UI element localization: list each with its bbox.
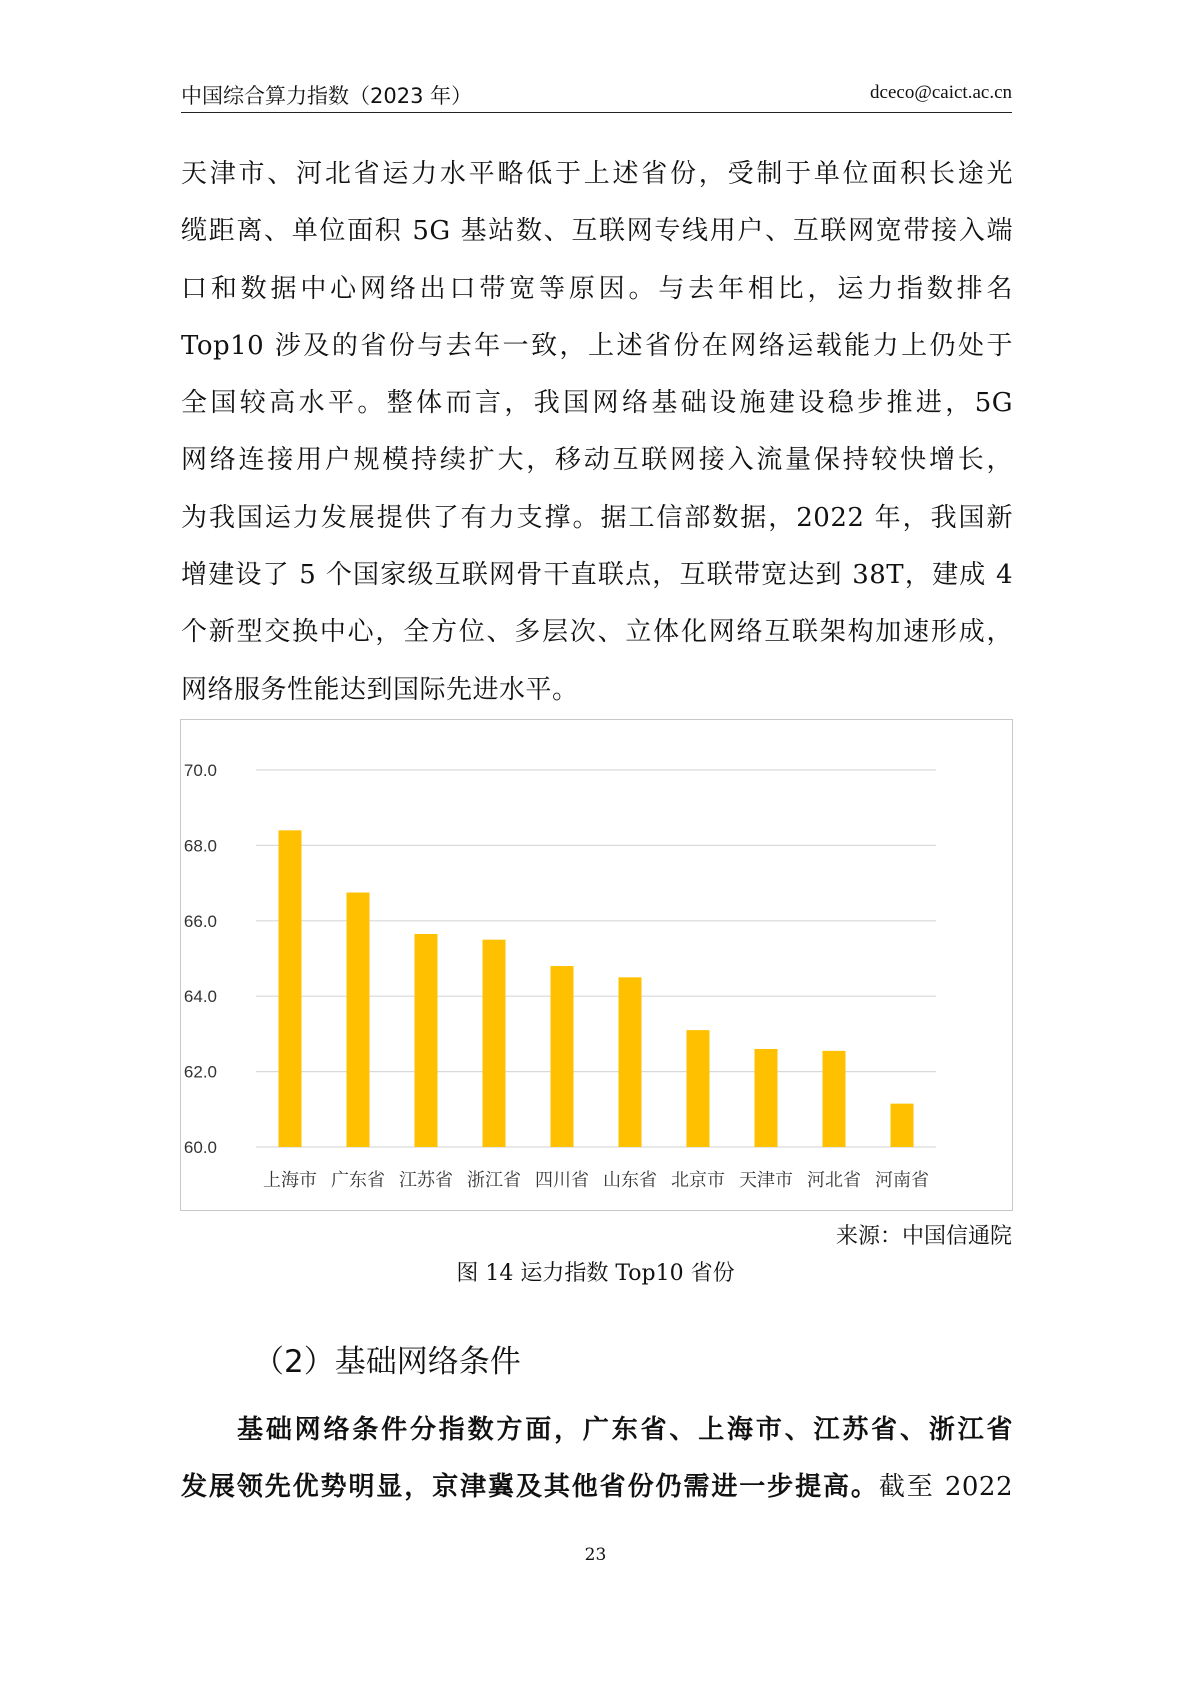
bar-chart — [180, 719, 1013, 1211]
paragraph-line: Top10 涉及的省份与去年一致，上述省份在网络运载能力上仍处于 — [181, 330, 1013, 361]
bar — [415, 934, 438, 1147]
paragraph-line: 口和数据中心网络出口带宽等原因。与去年相比，运力指数排名 — [181, 273, 1013, 304]
x-tick-label: 广东省 — [331, 1170, 385, 1191]
normal-text: 截至 2022 — [878, 1472, 1013, 1503]
header-divider — [181, 112, 1012, 113]
header-email: dceco@caict.ac.cn — [870, 82, 1012, 103]
bold-text: 发展领先优势明显，京津冀及其他省份仍需进一步提高。 — [181, 1472, 879, 1503]
body-paragraph — [181, 146, 1013, 719]
bar — [823, 1051, 846, 1147]
bar — [755, 1049, 778, 1147]
paragraph-line: 增建设了 5 个国家级互联网骨干直联点，互联带宽达到 38T，建成 4 — [181, 560, 1013, 591]
bar — [551, 966, 574, 1147]
y-tick-label: 60.0 — [183, 1138, 217, 1157]
bar — [619, 977, 642, 1147]
y-tick-label: 62.0 — [183, 1062, 217, 1082]
paragraph-line: 缆距离、单位面积 5G 基站数、互联网专线用户、互联网宽带接入端 — [181, 216, 1013, 247]
paragraph-line: 网络连接用户规模持续扩大，移动互联网接入流量保持较快增长， — [181, 445, 1013, 476]
y-tick-label: 64.0 — [183, 987, 217, 1007]
paragraph-line — [181, 1459, 1013, 1516]
bar — [279, 830, 302, 1147]
chart-source: 来源：中国信通院 — [835, 1224, 1012, 1249]
x-tick-label: 河南省 — [875, 1170, 929, 1191]
x-tick-label: 四川省 — [535, 1170, 589, 1191]
paragraph-line: 个新型交换中心，全方位、多层次、立体化网络互联架构加速形成， — [181, 617, 1013, 648]
paragraph-line: 网络服务性能达到国际先进水平。 — [181, 674, 579, 705]
section-heading: （2）基础网络条件 — [253, 1344, 521, 1380]
x-tick-label: 山东省 — [603, 1170, 657, 1191]
paragraph-line: 为我国运力发展提供了有力支撑。据工信部数据，2022 年，我国新 — [181, 502, 1013, 533]
x-tick-label: 天津市 — [739, 1170, 793, 1191]
x-tick-label: 浙江省 — [467, 1170, 521, 1191]
x-tick-label: 上海市 — [263, 1170, 317, 1191]
x-tick-label: 北京市 — [671, 1170, 725, 1191]
bar — [891, 1104, 914, 1147]
y-tick-label: 70.0 — [183, 761, 217, 780]
body-paragraph-2 — [181, 1402, 1013, 1517]
header-title: 中国综合算力指数（2023 年） — [181, 84, 473, 108]
paragraph-line: 天津市、河北省运力水平略低于上述省份，受制于单位面积长途光 — [181, 159, 1013, 189]
bar — [347, 893, 370, 1147]
bar — [687, 1030, 710, 1147]
x-tick-label: 江苏省 — [399, 1170, 453, 1191]
page-number: 23 — [584, 1545, 607, 1565]
paragraph-line: 全国较高水平。整体而言，我国网络基础设施建设稳步推进，5G — [181, 388, 1013, 419]
y-tick-label: 68.0 — [183, 836, 217, 856]
bar-chart-svg — [181, 720, 1012, 1210]
x-tick-label: 河北省 — [807, 1170, 861, 1191]
y-tick-label: 66.0 — [183, 911, 217, 931]
paragraph-line: 基础网络条件分指数方面，广东省、上海市、江苏省、浙江省 — [237, 1415, 1013, 1445]
figure-caption: 图 14 运力指数 Top10 省份 — [456, 1261, 735, 1286]
bar — [483, 940, 506, 1147]
